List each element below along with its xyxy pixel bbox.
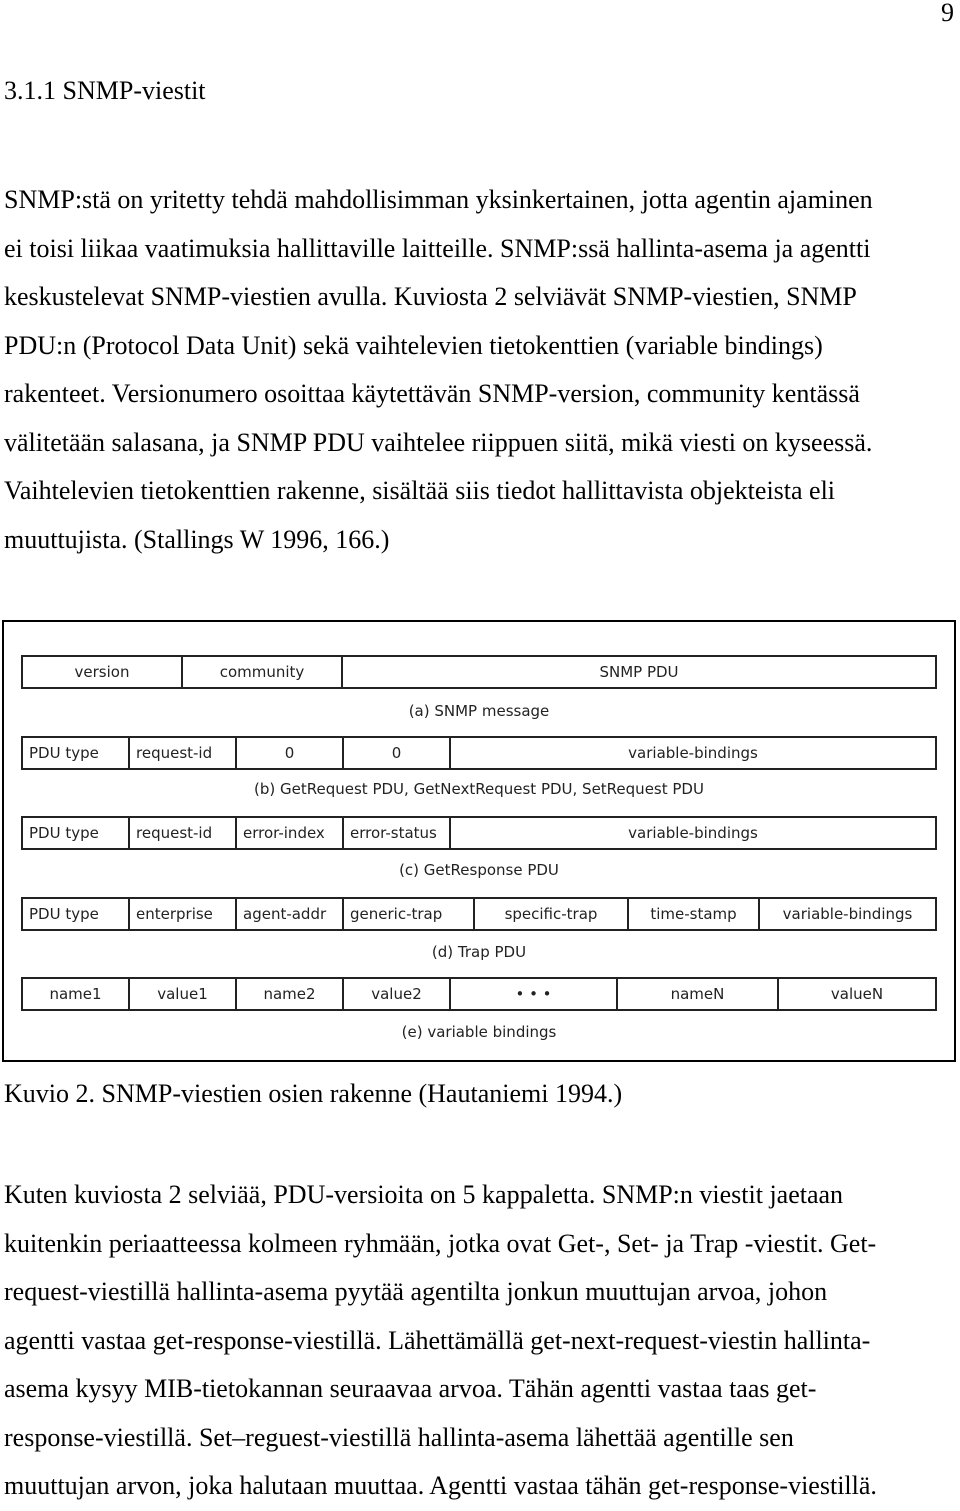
field-generic-trap: generic-trap bbox=[343, 898, 474, 930]
figure-caption-b: (b) GetRequest PDU, GetNextRequest PDU, SetRequest PDU bbox=[254, 780, 704, 798]
field-community: community bbox=[182, 656, 342, 688]
text-line: rakenteet. Versionumero osoittaa käytettävän SNMP-version, community kentässä bbox=[4, 379, 860, 408]
figure-caption-d: (d) Trap PDU bbox=[431, 943, 527, 961]
text-line: muuttujan arvon, joka halutaan muuttaa. Agentti vastaa tähän get-response-viestillä. bbox=[4, 1471, 877, 1500]
field-time-stamp: time-stamp bbox=[628, 898, 759, 930]
field-variable-bindings: variable-bindings bbox=[450, 737, 936, 769]
field-specific-trap: specific-trap bbox=[474, 898, 628, 930]
field-name2: name2 bbox=[236, 978, 343, 1010]
text-line: muuttujista. (Stallings W 1996, 166.) bbox=[4, 524, 390, 554]
figure-caption: Kuvio 2. SNMP-viestien osien rakenne (Hautaniemi 1994.) bbox=[4, 1079, 623, 1108]
text-line: kuitenkin periaatteessa kolmeen ryhmään, jotka ovat Get-, Set- ja Trap -viestit. Get- bbox=[4, 1228, 877, 1258]
field-request-id: request-id bbox=[129, 817, 236, 849]
snmp-structure-figure bbox=[2, 620, 956, 1062]
text-line: Vaihtelevien tietokenttien rakenne, sisältää siis tiedot hallittavista objekteista eli bbox=[4, 476, 836, 505]
text-line: ei toisi liikaa vaatimuksia hallittaville laitteille. SNMP:ssä hallinta-asema ja agentti bbox=[4, 233, 871, 263]
figure-caption-a: (a) SNMP message bbox=[408, 702, 550, 720]
page-number: 9 bbox=[941, 0, 954, 27]
snmp-message-table bbox=[21, 655, 937, 689]
field-snmp-pdu: SNMP PDU bbox=[342, 656, 936, 688]
text-line: SNMP:stä on yritetty tehdä mahdollisimman yksinkertainen, jotta agentin ajaminen bbox=[4, 185, 873, 214]
figure-caption-e: (e) variable bindings bbox=[401, 1023, 557, 1041]
field-name1: name1 bbox=[22, 978, 129, 1010]
paragraph-intro bbox=[4, 176, 873, 564]
section-heading: 3.1.1 SNMP-viestit bbox=[4, 76, 206, 105]
paragraph-explanation bbox=[4, 1171, 877, 1511]
get-set-pdu-table bbox=[21, 736, 937, 770]
trap-pdu-table bbox=[21, 897, 937, 931]
field-pdu-type: PDU type bbox=[22, 817, 129, 849]
response-pdu-table bbox=[21, 816, 937, 850]
text-line: request-viestillä hallinta-asema pyytää agentilta jonkun muuttujan arvoa, johon bbox=[4, 1277, 828, 1306]
field-value2: value2 bbox=[343, 978, 450, 1010]
field-valueN: valueN bbox=[778, 978, 936, 1010]
text-line: välitetään salasana, ja SNMP PDU vaihtelee riippuen siitä, mikä viesti on kyseessä. bbox=[4, 427, 873, 457]
text-line: agentti vastaa get-response-viestillä. Lähettämällä get-next-request-viestin hallinta- bbox=[4, 1325, 871, 1355]
field-version: version bbox=[22, 656, 182, 688]
field-error-index: error-index bbox=[236, 817, 343, 849]
field-ellipsis: • • • bbox=[450, 978, 617, 1010]
figure-caption-c: (c) GetResponse PDU bbox=[399, 861, 559, 879]
text-line: asema kysyy MIB-tietokannan seuraavaa arvoa. Tähän agentti vastaa taas get- bbox=[4, 1374, 817, 1403]
field-error-status: error-status bbox=[343, 817, 450, 849]
field-request-id: request-id bbox=[129, 737, 236, 769]
text-line: PDU:n (Protocol Data Unit) sekä vaihtelevien tietokenttien (variable bindings) bbox=[4, 330, 823, 360]
field-zero: 0 bbox=[343, 737, 450, 769]
text-line: response-viestillä. Set–reguest-viestillä hallinta-asema lähettää agentille sen bbox=[4, 1422, 794, 1452]
field-zero: 0 bbox=[236, 737, 343, 769]
field-nameN: nameN bbox=[617, 978, 778, 1010]
text-line: keskustelevat SNMP-viestien avulla. Kuviosta 2 selviävät SNMP-viestien, SNMP bbox=[4, 282, 857, 311]
field-value1: value1 bbox=[129, 978, 236, 1010]
field-variable-bindings: variable-bindings bbox=[759, 898, 936, 930]
field-variable-bindings: variable-bindings bbox=[450, 817, 936, 849]
field-enterprise: enterprise bbox=[129, 898, 236, 930]
field-pdu-type: PDU type bbox=[22, 737, 129, 769]
field-agent-addr: agent-addr bbox=[236, 898, 343, 930]
field-pdu-type: PDU type bbox=[22, 898, 129, 930]
variable-bindings-table bbox=[21, 977, 937, 1011]
text-line: Kuten kuviosta 2 selviää, PDU-versioita on 5 kappaletta. SNMP:n viestit jaetaan bbox=[4, 1180, 844, 1209]
